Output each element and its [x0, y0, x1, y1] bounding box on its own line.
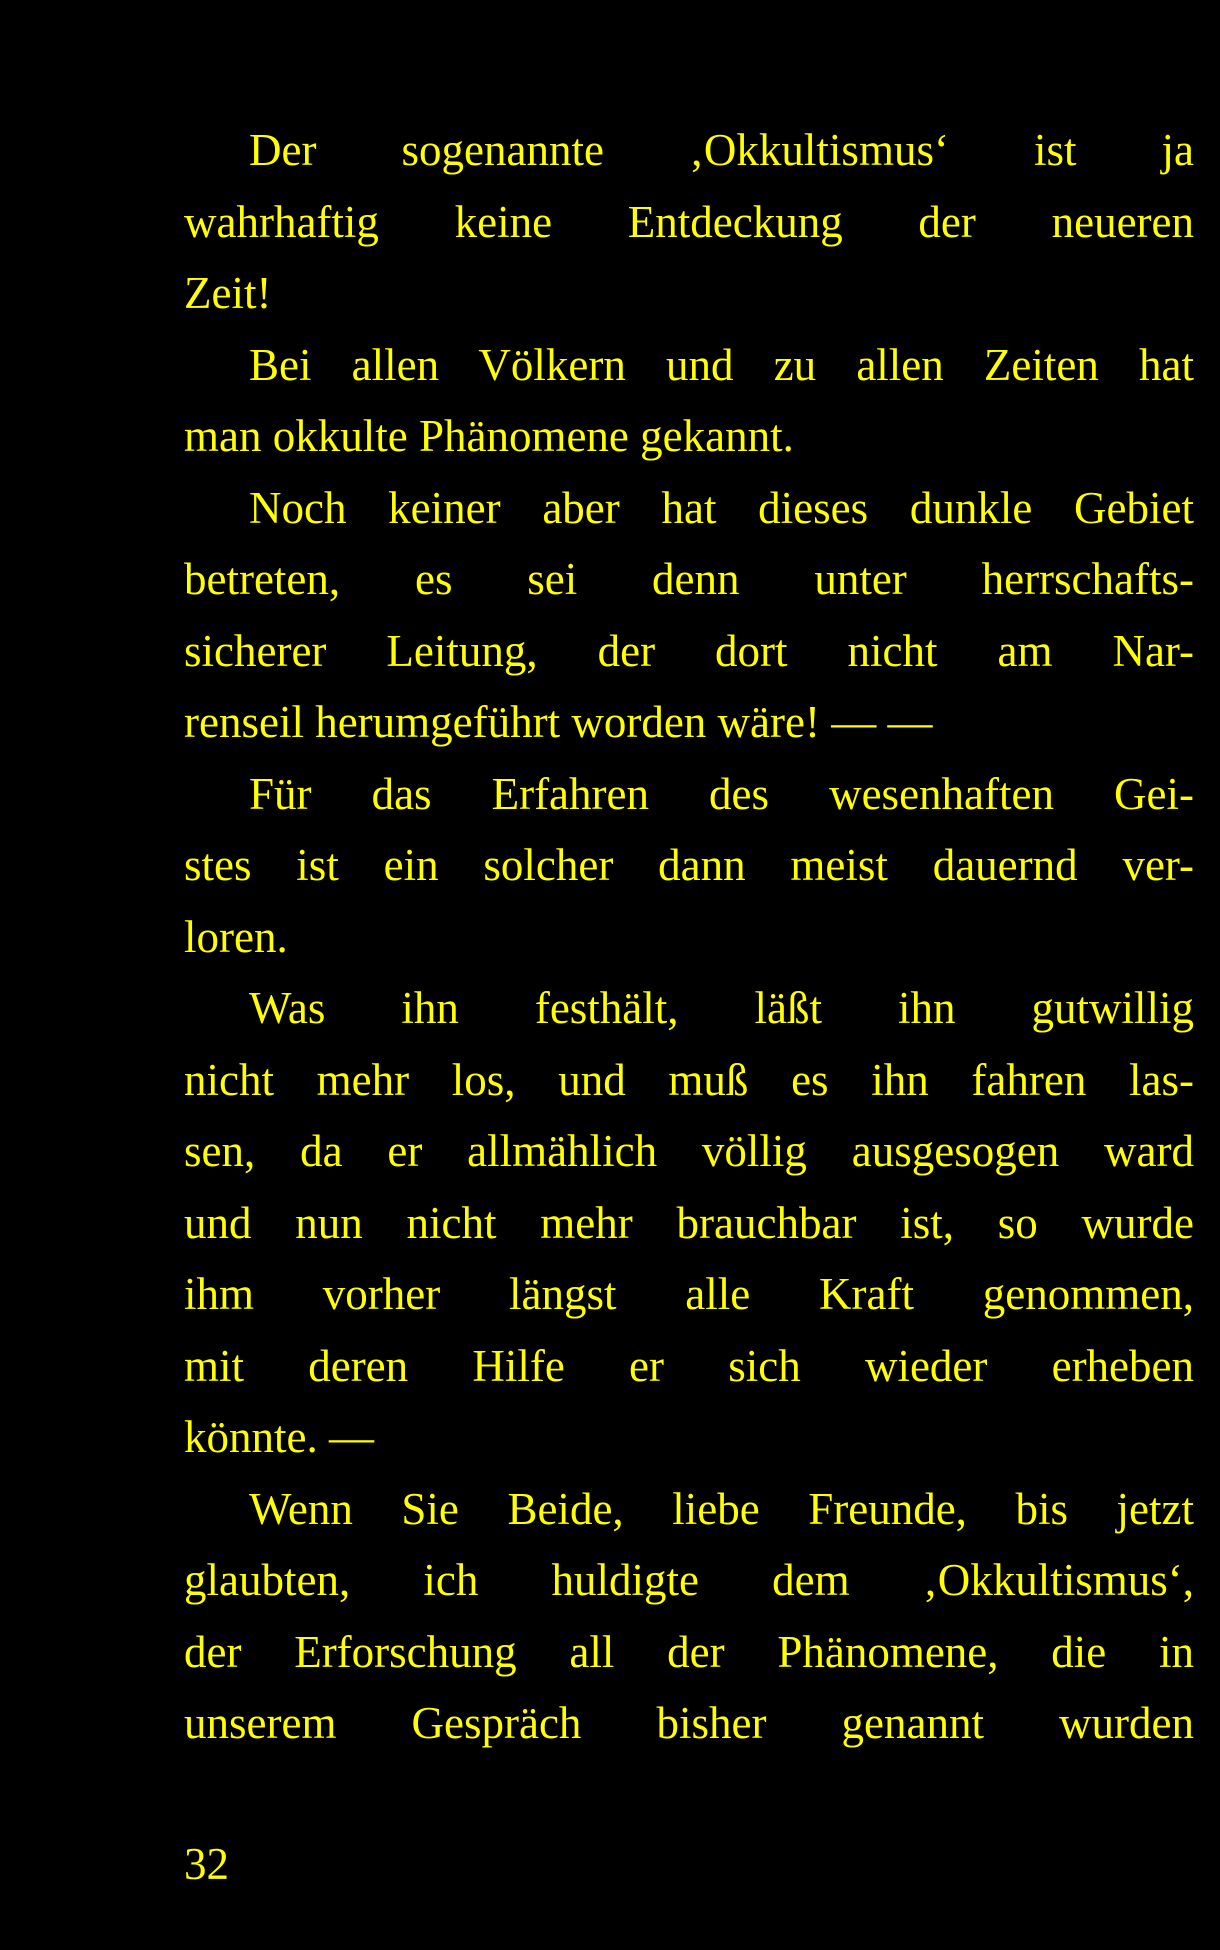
text-line: glaubten, ich huldigte dem ‚Okkultismus‘,: [184, 1555, 1194, 1605]
text-line: Für das Erfahren des wesenhaften Gei-: [249, 768, 1194, 819]
text-line: der Erforschung all der Phänomene, die in: [184, 1626, 1194, 1677]
text-line: Noch keiner aber hat dieses dunkle Gebiet: [249, 482, 1194, 533]
text-line: Wenn Sie Beide, liebe Freunde, bis jetzt: [249, 1483, 1194, 1534]
text-line: mit deren Hilfe er sich wieder erheben: [184, 1340, 1194, 1391]
text-line: ihm vorher längst alle Kraft genommen,: [184, 1269, 1194, 1319]
text-line: stes ist ein solcher dann meist dauernd ver-: [184, 840, 1194, 890]
text-line: man okkulte Phänomene gekannt.: [184, 411, 794, 461]
text-line: unserem Gespräch bisher genannt wurden: [184, 1698, 1194, 1748]
page-number: 32: [184, 1839, 229, 1889]
text-line: Zeit!: [184, 268, 272, 318]
text-line: sen, da er allmählich völlig ausgesogen ward: [184, 1126, 1194, 1176]
text-line: sicherer Leitung, der dort nicht am Nar-: [184, 625, 1194, 676]
text-line: und nun nicht mehr brauchbar ist, so wurde: [184, 1197, 1194, 1248]
text-line: loren.: [184, 911, 288, 962]
text-line: betreten, es sei denn unter herrschafts-: [184, 554, 1194, 604]
text-line: Der sogenannte ‚Okkultismus‘ ist ja: [249, 125, 1194, 175]
text-line: Bei allen Völkern und zu allen Zeiten hat: [249, 339, 1194, 390]
text-line: Was ihn festhält, läßt ihn gutwillig: [249, 983, 1194, 1033]
body-text: [184, 115, 1194, 1760]
text-line: nicht mehr los, und muß es ihn fahren las-: [184, 1054, 1194, 1105]
text-line: wahrhaftig keine Entdeckung der neueren: [184, 196, 1194, 247]
text-line: renseil herumgeführt worden wäre! — —: [184, 697, 933, 747]
text-line: könnte. —: [184, 1412, 374, 1462]
